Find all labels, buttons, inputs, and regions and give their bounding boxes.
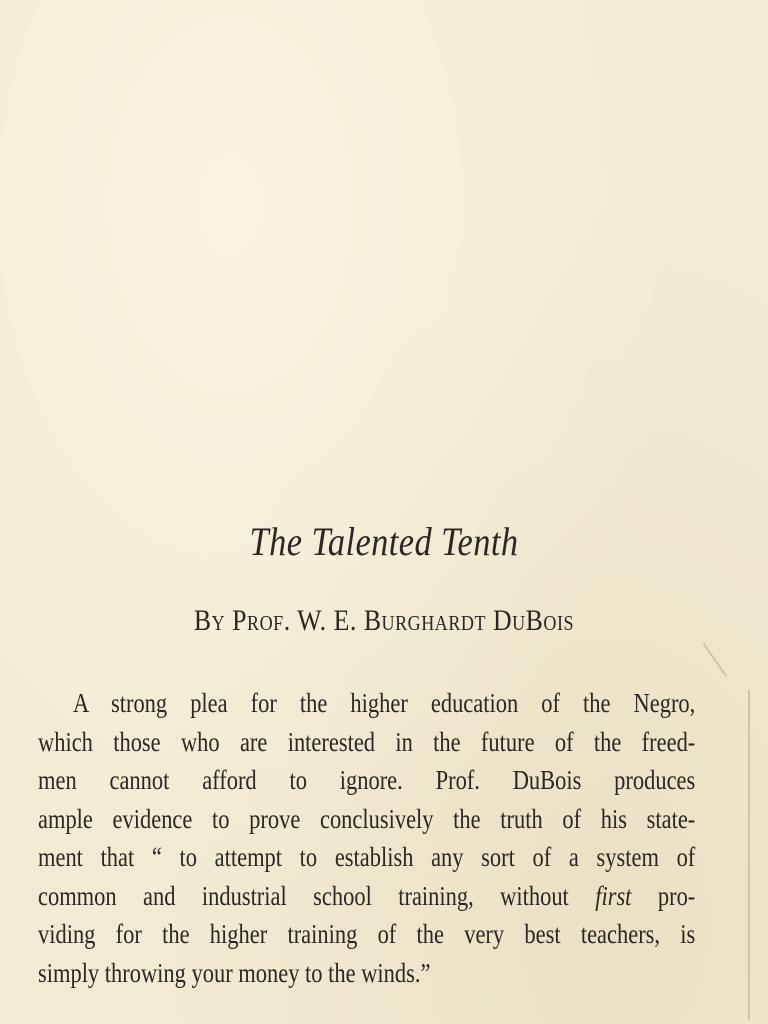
emphasized-word: first (595, 880, 632, 911)
paragraph-line: men cannot afford to ignore. Prof. DuBois produces (38, 765, 696, 795)
paragraph-line: A strong plea for the higher education of the Negro, (72, 688, 696, 718)
paragraph-line: simply throwing your money to the winds.” (38, 957, 431, 988)
page-edge-shadow (748, 690, 750, 1020)
page-title: The Talented Tenth (249, 519, 519, 564)
paragraph-line: which those who are interested in the future of the freed- (38, 726, 696, 757)
paragraph-line: viding for the higher training of the very best teachers, is (38, 919, 696, 949)
paragraph-line: ample evidence to prove conclusively the truth of his state- (38, 803, 696, 834)
description-paragraph (38, 684, 695, 992)
page-edge-shadow (703, 643, 728, 677)
line-text: common and industrial school training, without (38, 880, 596, 911)
author-byline: By Prof. W. E. Burghardt DuBois (193, 604, 575, 637)
paragraph-line (38, 877, 695, 916)
line-text: pro- (631, 880, 696, 911)
paragraph-line: ment that “ to attempt to establish any sort of a system of (38, 842, 696, 872)
